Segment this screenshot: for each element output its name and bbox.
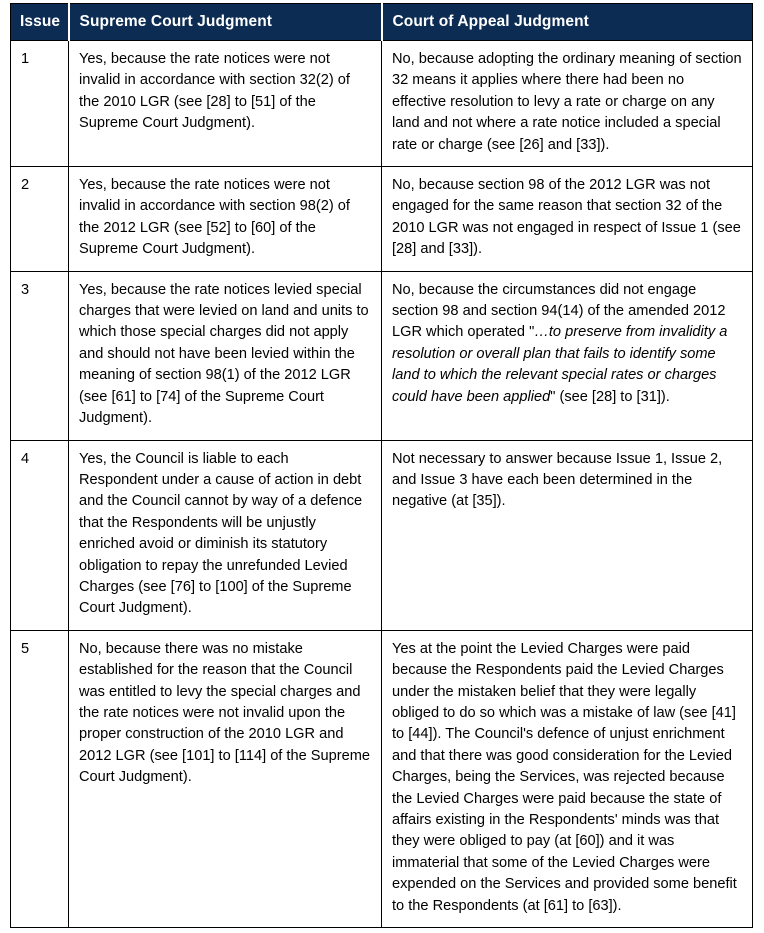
cell-court-of-appeal-judgment [382, 167, 753, 272]
body-text: Not necessary to answer because Issue 1, Issue 2, and Issue 3 have each been determined in the negative (at [35]). [392, 450, 723, 510]
column-header-issue: Issue [11, 4, 69, 41]
body-text: " (see [28] to [31]). [550, 388, 670, 405]
table-row [11, 41, 753, 167]
table-row [11, 167, 753, 272]
cell-court-of-appeal-judgment [382, 41, 753, 167]
cell-court-of-appeal-judgment [382, 440, 753, 630]
table-row [11, 271, 753, 440]
cell-issue-number: 3 [11, 271, 69, 440]
column-header-court-of-appeal-judgment: Court of Appeal Judgment [382, 4, 753, 41]
judgment-comparison-table-wrapper [10, 3, 752, 928]
body-text: Yes at the point the Levied Charges were paid because the Respondents paid the Levied Charges under the mistaken belief that they were legally obliged to do so which was a mistake of law (see [41] to [44]). The Council's defence of unjust enrichment and that there was good consideration for the Levied Charges, being the Services, was rejected because the Levied Charges were paid because the state of affairs existing in the Respondents' minds was that they were obliged to pay (at [60]) and it was immaterial that some of the Levied Charges were expended on the Services and provided some benefit to the Respondents (at [61] to [63]). [392, 640, 737, 914]
judgment-comparison-table [10, 3, 753, 928]
body-text: No, because adopting the ordinary meaning of section 32 means it applies where there had been no effective resolution to levy a rate or charge on any land and not where a rate notice included a special rate or charge (see [26] and [33]). [392, 51, 742, 153]
cell-issue-number: 5 [11, 630, 69, 927]
cell-issue-number: 4 [11, 440, 69, 630]
cell-supreme-court-judgment: Yes, because the rate notices were not invalid in accordance with section 98(2) of the 2012 LGR (see [52] to [60] of the Supreme Court Judgment). [69, 167, 382, 272]
cell-supreme-court-judgment: Yes, because the rate notices levied special charges that were levied on land and units to which those special charges did not apply and should not have been levied within the meaning of section 98(1) of the 2012 LGR (see [61] to [74] of the Supreme Court Judgment). [69, 271, 382, 440]
table-row [11, 630, 753, 927]
body-text: No, because the circumstances did not engage section 98 and section 94(14) of the amended 2012 LGR which operated " [392, 281, 726, 341]
quoted-italic-text: …to preserve from invalidity a resolution or overall plan that fails to identify some land to which the relevant special rates or charges could have been applied [392, 324, 728, 405]
cell-supreme-court-judgment: Yes, the Council is liable to each Respondent under a cause of action in debt and the Council cannot by way of a defence that the Respondents will be unjustly enriched avoid or diminish its statutory obligation to repay the unrefunded Levied Charges (see [76] to [100] of the Supreme Court Judgment). [69, 440, 382, 630]
body-text: No, because section 98 of the 2012 LGR was not engaged for the same reason that section 32 of the 2010 LGR was not engaged in respect of Issue 1 (see [28] and [33]). [392, 177, 741, 258]
cell-supreme-court-judgment: Yes, because the rate notices were not invalid in accordance with section 32(2) of the 2010 LGR (see [28] to [51] of the Supreme Court Judgment). [69, 41, 382, 167]
table-row [11, 440, 753, 630]
column-header-supreme-court-judgment: Supreme Court Judgment [69, 4, 382, 41]
cell-court-of-appeal-judgment [382, 630, 753, 927]
cell-issue-number: 1 [11, 41, 69, 167]
cell-supreme-court-judgment: No, because there was no mistake established for the reason that the Council was entitled to levy the special charges and the rate notices were not invalid upon the proper construction of the 2010 LGR and 2012 LGR (see [101] to [114] of the Supreme Court Judgment). [69, 630, 382, 927]
cell-issue-number: 2 [11, 167, 69, 272]
table-body [11, 41, 753, 928]
table-header [11, 4, 753, 41]
cell-court-of-appeal-judgment [382, 271, 753, 440]
table-header-row [11, 4, 753, 41]
